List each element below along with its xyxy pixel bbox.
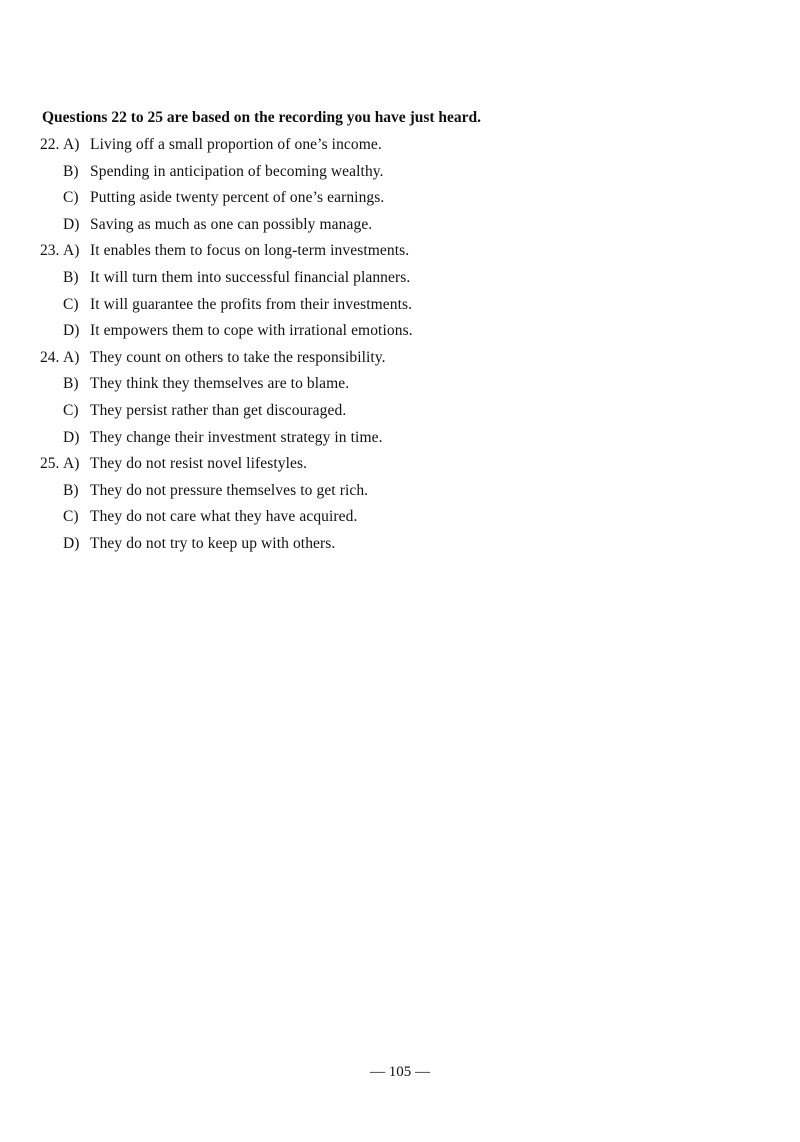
question-23-option-a (40, 240, 740, 267)
option-letter: C) (63, 295, 79, 313)
question-22 (40, 134, 740, 240)
option-text: It will guarantee the profits from their investments. (90, 295, 413, 313)
option-text: They change their investment strategy in time. (90, 428, 383, 446)
option-text: Saving as much as one can possibly manage. (90, 215, 373, 233)
option-letter: D) (63, 322, 80, 340)
page-number: — 105 — (370, 1064, 430, 1080)
option-text: It will turn them into successful financial planners. (90, 268, 411, 286)
option-text: Spending in anticipation of becoming wealthy. (90, 162, 384, 180)
question-25-option-c (40, 506, 740, 533)
option-letter: B) (63, 268, 79, 286)
option-text: It empowers them to cope with irrational emotions. (90, 322, 413, 340)
question-25 (40, 453, 740, 559)
option-letter: D) (63, 534, 80, 552)
option-letter: D) (63, 428, 80, 446)
question-22-option-a (40, 134, 740, 161)
question-24-option-c (40, 400, 740, 427)
option-letter: B) (63, 162, 79, 180)
option-letter: A) (63, 455, 80, 473)
question-23 (40, 240, 740, 346)
question-23-option-c (40, 294, 740, 321)
option-text: They do not pressure themselves to get rich. (90, 481, 369, 499)
question-number: 24. (40, 348, 60, 366)
option-letter: B) (63, 375, 79, 393)
question-23-option-d (40, 320, 740, 347)
option-letter: C) (63, 189, 79, 207)
question-25-option-d (40, 533, 740, 560)
question-22-option-c (40, 187, 740, 214)
option-text: They persist rather than get discouraged. (90, 401, 347, 419)
question-24-option-d (40, 427, 740, 454)
option-text: They do not care what they have acquired. (90, 508, 358, 526)
question-24-option-a (40, 347, 740, 374)
option-letter: C) (63, 401, 79, 419)
question-22-option-d (40, 214, 740, 241)
question-list (40, 134, 740, 560)
question-number: 23. (40, 242, 60, 260)
option-letter: B) (63, 481, 79, 499)
section-heading: Questions 22 to 25 are based on the recording you have just heard. (42, 109, 482, 126)
question-number: 22. (40, 136, 60, 153)
question-number: 25. (40, 455, 60, 473)
question-25-option-b (40, 480, 740, 507)
question-25-option-a (40, 453, 740, 480)
question-22-option-b (40, 161, 740, 188)
question-23-option-b (40, 267, 740, 294)
option-letter: A) (63, 242, 80, 260)
option-text: They do not try to keep up with others. (90, 534, 336, 552)
option-text: Living off a small proportion of one’s income. (90, 136, 382, 153)
question-24-option-b (40, 373, 740, 400)
option-text: They do not resist novel lifestyles. (90, 455, 308, 473)
question-24 (40, 347, 740, 453)
option-letter: A) (63, 348, 80, 366)
option-text: They count on others to take the responsibility. (90, 348, 386, 366)
option-text: They think they themselves are to blame. (90, 375, 350, 393)
option-letter: C) (63, 508, 79, 526)
option-letter: D) (63, 215, 80, 233)
option-text: It enables them to focus on long-term investments. (90, 242, 410, 260)
option-letter: A) (63, 136, 80, 153)
option-text: Putting aside twenty percent of one’s earnings. (90, 189, 385, 207)
